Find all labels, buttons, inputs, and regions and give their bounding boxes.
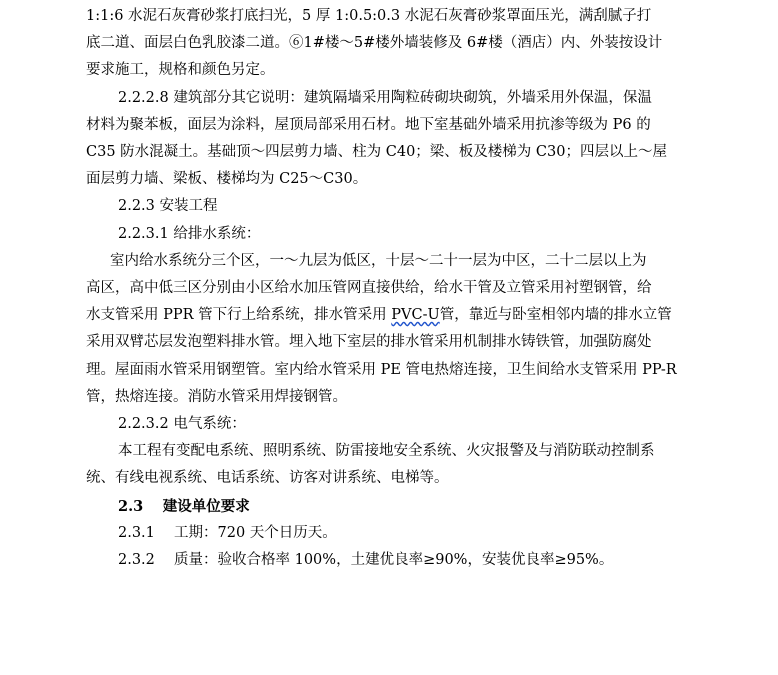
heading-223-installation: 2.2.3 安装工程 [118,198,218,215]
text-line [86,302,738,329]
text-line: 高区，高中低三区分别由小区给水加压管网直接供给，给水干管及立管采用衬塑钢管，给 [86,280,652,297]
item-232-quality: 2.3.2 质量：验收合格率 100%，土建优良率≥90%，安装优良率≥95%。 [118,552,614,569]
text-line: 本工程有变配电系统、照明系统、防雷接地安全系统、火灾报警及与消防联动控制系 [118,443,655,460]
paragraph-water-system [86,248,738,411]
text-line: 2.2.2.8 建筑部分其它说明：建筑隔墙采用陶粒砖砌块砌筑，外墙采用外保温，保温 [118,89,652,106]
item-231-duration: 2.3.1 工期：720 天个日历天。 [118,524,337,541]
heading-2232-electrical-system: 2.2.3.2 电气系统： [118,416,246,433]
spellcheck-underlined-term: PVC-U [391,307,440,324]
text-line: 底二道、面层白色乳胶漆二道。⑥1#楼～5#楼外墙装修及 6#楼（酒店）内、外装按设计 [86,35,663,52]
paragraph-electrical-system [86,438,738,492]
text-line: 材料为聚苯板，面层为涂料，屋顶局部采用石材。地下室基础外墙采用抗渗等级为 P6 的 [86,116,651,133]
paragraph-2228-other-notes [86,85,738,194]
text-line: C35 防水混凝土。基础顶～四层剪力墙、柱为 C40；梁、板及楼梯为 C30；四层以上～屋 [86,144,667,161]
text-segment: 水支管采用 PPR 管下行上给系统，排水管采用 [86,307,392,324]
text-line: 室内给水系统分三个区，一～九层为低区，十层～二十一层为中区，二十二层以上为 [110,252,647,269]
text-line: 1:1:6 水泥石灰膏砂浆打底扫光，5 厚 1:0.5:0.3 水泥石灰膏砂浆罩面压光，满刮腻子打 [86,8,652,24]
text-line: 管，热熔连接。消防水管采用焊接钢管。 [86,388,347,405]
text-line: 统、有线电视系统、电话系统、访客对讲系统、电梯等。 [86,470,449,487]
text-line: 要求施工，规格和颜色另定。 [86,62,275,79]
heading-23-owner-requirements: 2.3 建设单位要求 [118,497,250,515]
heading-2231-water-system: 2.2.3.1 给排水系统： [118,225,261,242]
paragraph-finish-spec [86,3,738,85]
text-line: 面层剪力墙、梁板、楼梯均为 C25～C30。 [86,171,368,188]
text-line: 采用双臂芯层发泡塑料排水管。埋入地下室层的排水管采用机制排水铸铁管，加强防腐处 [86,334,652,351]
text-segment: 管，靠近与卧室相邻内墙的排水立管 [439,307,672,324]
text-line: 理。屋面雨水管采用钢塑管。室内给水管采用 PE 管电热熔连接，卫生间给水支管采用 PP-R [86,361,677,378]
